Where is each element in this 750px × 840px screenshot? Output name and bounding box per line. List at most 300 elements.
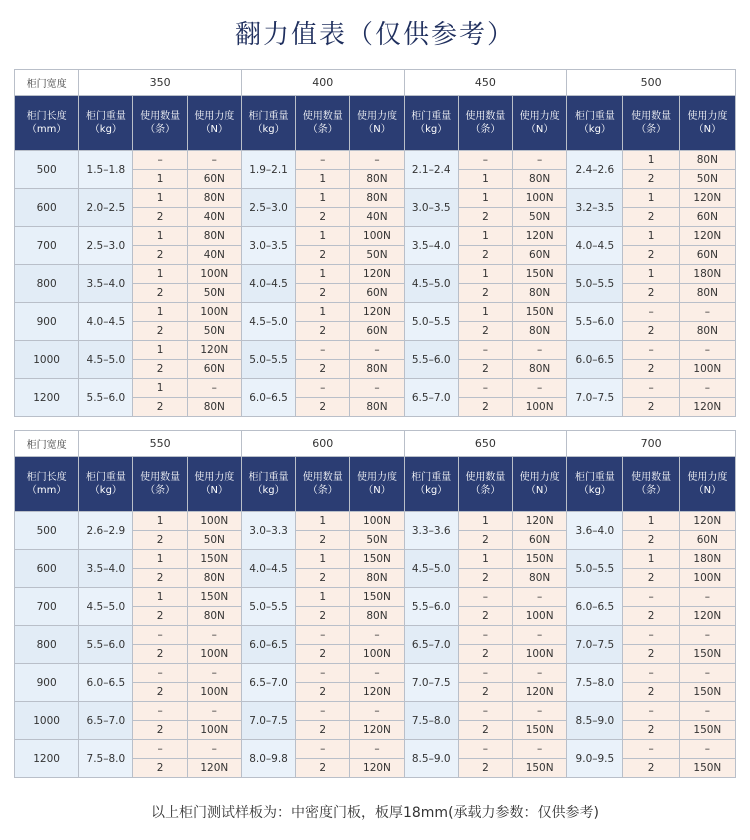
count-cell: –	[458, 702, 512, 721]
count-cell: 2	[623, 607, 679, 626]
force-cell: 150N	[350, 588, 404, 607]
length-cell: 1000	[15, 702, 79, 740]
column-header-line: 使用力度	[194, 111, 235, 122]
count-cell: 1	[133, 588, 187, 607]
force-cell: 100N	[187, 303, 241, 322]
force-cell: 120N	[513, 512, 567, 531]
force-cell: 80N	[679, 322, 735, 341]
count-cell: 2	[133, 284, 187, 303]
column-header-row	[15, 96, 736, 151]
force-cell: 120N	[350, 265, 404, 284]
force-cell: 80N	[350, 170, 404, 189]
count-cell: 1	[133, 379, 187, 398]
column-header-line: 柜门重量	[574, 472, 615, 483]
force-cell: 120N	[679, 512, 735, 531]
weight-cell: 4.0–4.5	[241, 265, 295, 303]
force-cell: 100N	[513, 398, 567, 417]
force-cell: –	[350, 379, 404, 398]
force-cell: –	[350, 664, 404, 683]
force-table-1	[14, 69, 736, 417]
width-value: 450	[404, 70, 567, 96]
force-cell: 80N	[513, 284, 567, 303]
width-header-row	[15, 431, 736, 457]
count-cell: 2	[458, 284, 512, 303]
table-row	[15, 702, 736, 721]
column-header-unit: （kg）	[578, 124, 611, 135]
count-cell: 2	[623, 170, 679, 189]
force-cell: –	[350, 702, 404, 721]
column-header-length	[15, 96, 79, 151]
weight-cell: 5.5–6.0	[404, 588, 458, 626]
count-cell: 2	[623, 322, 679, 341]
count-cell: –	[296, 626, 350, 645]
weight-cell: 7.5–8.0	[79, 740, 133, 778]
weight-cell: 6.0–6.5	[241, 379, 295, 417]
count-cell: –	[296, 379, 350, 398]
force-cell: 50N	[187, 284, 241, 303]
weight-cell: 3.0–3.3	[241, 512, 295, 550]
weight-cell: 5.5–6.0	[79, 379, 133, 417]
count-cell: 2	[133, 322, 187, 341]
count-cell: 1	[133, 189, 187, 208]
column-header-force	[187, 96, 241, 151]
force-cell: 50N	[187, 322, 241, 341]
length-cell: 1200	[15, 740, 79, 778]
force-cell: 80N	[187, 569, 241, 588]
count-cell: 2	[623, 398, 679, 417]
column-header-unit: （条）	[636, 485, 667, 496]
force-cell: 180N	[679, 265, 735, 284]
force-cell: 60N	[679, 246, 735, 265]
column-header-unit: （kg）	[252, 485, 285, 496]
column-header-line: 柜门重量	[411, 472, 452, 483]
force-cell: 150N	[679, 645, 735, 664]
width-value: 500	[567, 70, 736, 96]
count-cell: 2	[296, 284, 350, 303]
weight-cell: 3.2–3.5	[567, 189, 623, 227]
force-cell: 100N	[350, 227, 404, 246]
table-row	[15, 664, 736, 683]
column-header-unit: （N）	[693, 485, 722, 496]
column-header-line: 柜门重量	[85, 472, 126, 483]
weight-cell: 4.5–5.0	[404, 265, 458, 303]
count-cell: 2	[296, 322, 350, 341]
count-cell: –	[133, 740, 187, 759]
weight-cell: 8.0–9.8	[241, 740, 295, 778]
count-cell: –	[133, 664, 187, 683]
column-header-line: 使用数量	[631, 111, 672, 122]
force-cell: 120N	[350, 759, 404, 778]
table-row	[15, 588, 736, 607]
force-cell: –	[187, 702, 241, 721]
length-cell: 1000	[15, 341, 79, 379]
weight-cell: 5.0–5.5	[567, 550, 623, 588]
column-header-row	[15, 457, 736, 512]
column-header-unit: （N）	[200, 124, 229, 135]
weight-cell: 4.0–4.5	[241, 550, 295, 588]
force-cell: 120N	[679, 398, 735, 417]
count-cell: –	[458, 341, 512, 360]
column-header-line: 柜门重量	[248, 472, 289, 483]
table-row	[15, 379, 736, 398]
count-cell: 1	[458, 303, 512, 322]
count-cell: 2	[296, 360, 350, 379]
count-cell: –	[623, 379, 679, 398]
force-cell: 80N	[679, 284, 735, 303]
force-cell: 40N	[187, 208, 241, 227]
column-header-unit: （kg）	[415, 124, 448, 135]
force-cell: 120N	[513, 227, 567, 246]
column-header-unit: （条）	[470, 485, 501, 496]
force-cell: 150N	[679, 721, 735, 740]
count-cell: 2	[623, 569, 679, 588]
force-cell: 150N	[513, 721, 567, 740]
count-cell: 1	[296, 227, 350, 246]
count-cell: 2	[458, 531, 512, 550]
weight-cell: 2.5–3.0	[241, 189, 295, 227]
column-header-count	[296, 96, 350, 151]
count-cell: –	[296, 341, 350, 360]
count-cell: –	[623, 588, 679, 607]
force-cell: 80N	[350, 569, 404, 588]
force-cell: –	[350, 626, 404, 645]
width-label: 柜门宽度	[15, 70, 79, 96]
force-cell: 150N	[187, 550, 241, 569]
count-cell: –	[296, 664, 350, 683]
length-cell: 700	[15, 227, 79, 265]
column-header-unit: （条）	[145, 124, 176, 135]
weight-cell: 1.9–2.1	[241, 151, 295, 189]
column-header-weight	[79, 96, 133, 151]
weight-cell: 2.1–2.4	[404, 151, 458, 189]
count-cell: 2	[458, 246, 512, 265]
force-cell: 80N	[187, 398, 241, 417]
weight-cell: 5.0–5.5	[241, 341, 295, 379]
force-cell: 150N	[513, 550, 567, 569]
count-cell: 2	[296, 398, 350, 417]
width-header-row	[15, 70, 736, 96]
length-cell: 800	[15, 626, 79, 664]
column-header-line: 使用力度	[519, 472, 560, 483]
weight-cell: 7.0–7.5	[567, 379, 623, 417]
column-header-force	[679, 96, 735, 151]
force-cell: –	[187, 379, 241, 398]
count-cell: 1	[296, 170, 350, 189]
count-cell: 2	[133, 607, 187, 626]
count-cell: –	[133, 151, 187, 170]
table-row	[15, 151, 736, 170]
weight-cell: 5.5–6.0	[404, 341, 458, 379]
column-header-length	[15, 457, 79, 512]
column-header-line: 柜门重量	[85, 111, 126, 122]
column-header-unit: （N）	[525, 124, 554, 135]
weight-cell: 2.5–3.0	[79, 227, 133, 265]
force-cell: 120N	[350, 303, 404, 322]
column-header-unit: （kg）	[89, 124, 122, 135]
force-cell: 120N	[350, 683, 404, 702]
force-cell: –	[679, 303, 735, 322]
count-cell: 2	[623, 360, 679, 379]
column-header-force	[513, 96, 567, 151]
weight-cell: 3.3–3.6	[404, 512, 458, 550]
force-cell: 100N	[679, 569, 735, 588]
width-value: 600	[241, 431, 404, 457]
length-cell: 700	[15, 588, 79, 626]
weight-cell: 6.5–7.0	[79, 702, 133, 740]
weight-cell: 2.4–2.6	[567, 151, 623, 189]
count-cell: –	[458, 379, 512, 398]
count-cell: 2	[623, 208, 679, 227]
table-row	[15, 227, 736, 246]
weight-cell: 3.0–3.5	[404, 189, 458, 227]
weight-cell: 3.5–4.0	[79, 550, 133, 588]
force-cell: 60N	[350, 284, 404, 303]
force-cell: 100N	[187, 265, 241, 284]
count-cell: 1	[623, 512, 679, 531]
force-cell: 80N	[513, 322, 567, 341]
count-cell: –	[458, 664, 512, 683]
column-header-unit: （条）	[470, 124, 501, 135]
count-cell: 2	[133, 360, 187, 379]
count-cell: 2	[458, 208, 512, 227]
column-header-count	[623, 96, 679, 151]
force-cell: 120N	[679, 227, 735, 246]
count-cell: 1	[458, 189, 512, 208]
count-cell: –	[623, 303, 679, 322]
force-cell: 150N	[513, 303, 567, 322]
weight-cell: 7.0–7.5	[241, 702, 295, 740]
table-row	[15, 512, 736, 531]
count-cell: 1	[133, 303, 187, 322]
width-value: 400	[241, 70, 404, 96]
count-cell: 2	[133, 208, 187, 227]
force-cell: –	[679, 341, 735, 360]
force-cell: –	[513, 626, 567, 645]
force-cell: 60N	[513, 531, 567, 550]
column-header-line: 使用力度	[519, 111, 560, 122]
count-cell: 2	[133, 531, 187, 550]
count-cell: 1	[296, 588, 350, 607]
count-cell: –	[133, 702, 187, 721]
column-header-weight	[567, 96, 623, 151]
length-cell: 900	[15, 303, 79, 341]
force-cell: 120N	[350, 721, 404, 740]
column-header-unit: （条）	[307, 485, 338, 496]
count-cell: 1	[133, 512, 187, 531]
weight-cell: 6.0–6.5	[567, 588, 623, 626]
column-header-force	[187, 457, 241, 512]
force-cell: 150N	[679, 683, 735, 702]
count-cell: 2	[623, 645, 679, 664]
column-header-line: 使用力度	[687, 111, 728, 122]
count-cell: –	[623, 740, 679, 759]
length-cell: 500	[15, 512, 79, 550]
force-cell: 80N	[513, 569, 567, 588]
column-header-line: 使用力度	[356, 472, 397, 483]
force-cell: 80N	[513, 170, 567, 189]
column-header-line: 使用力度	[687, 472, 728, 483]
force-cell: –	[679, 664, 735, 683]
width-value: 350	[79, 70, 242, 96]
column-header-line: 使用力度	[194, 472, 235, 483]
count-cell: 2	[458, 607, 512, 626]
column-header-unit: （N）	[363, 124, 391, 135]
column-header-unit: （mm）	[26, 124, 67, 135]
count-cell: 1	[458, 265, 512, 284]
force-cell: 80N	[679, 151, 735, 170]
force-cell: 80N	[350, 607, 404, 626]
weight-cell: 6.0–6.5	[241, 626, 295, 664]
force-cell: 100N	[187, 645, 241, 664]
count-cell: 2	[296, 759, 350, 778]
weight-cell: 7.0–7.5	[567, 626, 623, 664]
force-cell: 120N	[679, 189, 735, 208]
weight-cell: 4.5–5.0	[79, 588, 133, 626]
column-header-count	[133, 96, 187, 151]
weight-cell: 5.5–6.0	[567, 303, 623, 341]
weight-cell: 5.0–5.5	[241, 588, 295, 626]
count-cell: 1	[296, 303, 350, 322]
force-cell: 80N	[187, 607, 241, 626]
count-cell: –	[296, 151, 350, 170]
column-header-weight	[567, 457, 623, 512]
column-header-count	[458, 96, 512, 151]
force-cell: 80N	[350, 360, 404, 379]
column-header-unit: （kg）	[252, 124, 285, 135]
force-cell: 60N	[679, 531, 735, 550]
count-cell: 2	[296, 246, 350, 265]
count-cell: 2	[296, 208, 350, 227]
weight-cell: 2.6–2.9	[79, 512, 133, 550]
force-cell: 150N	[187, 588, 241, 607]
force-cell: 180N	[679, 550, 735, 569]
count-cell: 1	[458, 512, 512, 531]
force-cell: 100N	[679, 360, 735, 379]
length-cell: 900	[15, 664, 79, 702]
force-cell: –	[679, 379, 735, 398]
table-row	[15, 550, 736, 569]
column-header-force	[679, 457, 735, 512]
force-cell: 80N	[187, 189, 241, 208]
count-cell: 2	[623, 284, 679, 303]
count-cell: 1	[133, 227, 187, 246]
column-header-unit: （N）	[200, 485, 229, 496]
count-cell: 1	[623, 151, 679, 170]
count-cell: –	[458, 151, 512, 170]
weight-cell: 5.0–5.5	[404, 303, 458, 341]
weight-cell: 8.5–9.0	[404, 740, 458, 778]
column-header-line: 柜门重量	[574, 111, 615, 122]
weight-cell: 6.5–7.0	[404, 626, 458, 664]
weight-cell: 4.5–5.0	[79, 341, 133, 379]
table-row	[15, 303, 736, 322]
count-cell: 2	[296, 607, 350, 626]
column-header-count	[133, 457, 187, 512]
weight-cell: 8.5–9.0	[567, 702, 623, 740]
column-header-unit: （N）	[693, 124, 722, 135]
force-cell: –	[350, 151, 404, 170]
table-row	[15, 265, 736, 284]
column-header-line: 使用数量	[302, 472, 343, 483]
column-header-line: 使用力度	[356, 111, 397, 122]
column-header-unit: （kg）	[578, 485, 611, 496]
force-cell: 100N	[350, 645, 404, 664]
count-cell: 2	[133, 569, 187, 588]
force-cell: 150N	[350, 550, 404, 569]
footer-note: 以上柜门测试样板为：中密度门板，板厚18mm(承载力参数：仅供参考)	[150, 805, 599, 821]
count-cell: 2	[296, 721, 350, 740]
force-cell: –	[350, 740, 404, 759]
force-cell: –	[187, 151, 241, 170]
force-cell: –	[513, 151, 567, 170]
force-cell: –	[187, 664, 241, 683]
force-cell: –	[513, 379, 567, 398]
count-cell: 2	[623, 246, 679, 265]
force-cell: 100N	[187, 721, 241, 740]
count-cell: –	[623, 341, 679, 360]
force-cell: 60N	[679, 208, 735, 227]
weight-cell: 3.6–4.0	[567, 512, 623, 550]
weight-cell: 9.0–9.5	[567, 740, 623, 778]
table-row	[15, 341, 736, 360]
count-cell: 2	[296, 645, 350, 664]
weight-cell: 3.5–4.0	[79, 265, 133, 303]
width-label: 柜门宽度	[15, 431, 79, 457]
force-cell: 40N	[350, 208, 404, 227]
count-cell: 1	[458, 227, 512, 246]
weight-cell: 1.5–1.8	[79, 151, 133, 189]
column-header-line: 柜门重量	[248, 111, 289, 122]
count-cell: 2	[133, 683, 187, 702]
weight-cell: 4.5–5.0	[241, 303, 295, 341]
force-cell: 40N	[187, 246, 241, 265]
column-header-weight	[241, 96, 295, 151]
count-cell: 2	[623, 531, 679, 550]
count-cell: –	[458, 588, 512, 607]
force-cell: 100N	[513, 189, 567, 208]
force-cell: 100N	[513, 607, 567, 626]
force-cell: 100N	[187, 512, 241, 531]
column-header-line: 使用数量	[140, 472, 181, 483]
force-cell: 50N	[350, 246, 404, 265]
force-cell: 150N	[513, 759, 567, 778]
count-cell: 1	[296, 265, 350, 284]
force-cell: –	[513, 740, 567, 759]
count-cell: 1	[296, 189, 350, 208]
count-cell: 1	[296, 512, 350, 531]
column-header-count	[623, 457, 679, 512]
force-cell: 100N	[513, 645, 567, 664]
weight-cell: 6.0–6.5	[79, 664, 133, 702]
force-table-2	[14, 430, 736, 778]
column-header-line: 使用数量	[140, 111, 181, 122]
count-cell: 2	[458, 398, 512, 417]
weight-cell: 6.5–7.0	[404, 379, 458, 417]
force-cell: 150N	[679, 759, 735, 778]
force-cell: –	[350, 341, 404, 360]
column-header-force	[350, 457, 404, 512]
column-header-line: 柜门长度	[26, 472, 67, 483]
column-header-unit: （条）	[636, 124, 667, 135]
count-cell: 2	[458, 360, 512, 379]
force-cell: –	[679, 626, 735, 645]
column-header-weight	[404, 96, 458, 151]
weight-cell: 4.5–5.0	[404, 550, 458, 588]
count-cell: 2	[623, 683, 679, 702]
count-cell: 2	[623, 759, 679, 778]
column-header-unit: （条）	[307, 124, 338, 135]
force-cell: 50N	[513, 208, 567, 227]
